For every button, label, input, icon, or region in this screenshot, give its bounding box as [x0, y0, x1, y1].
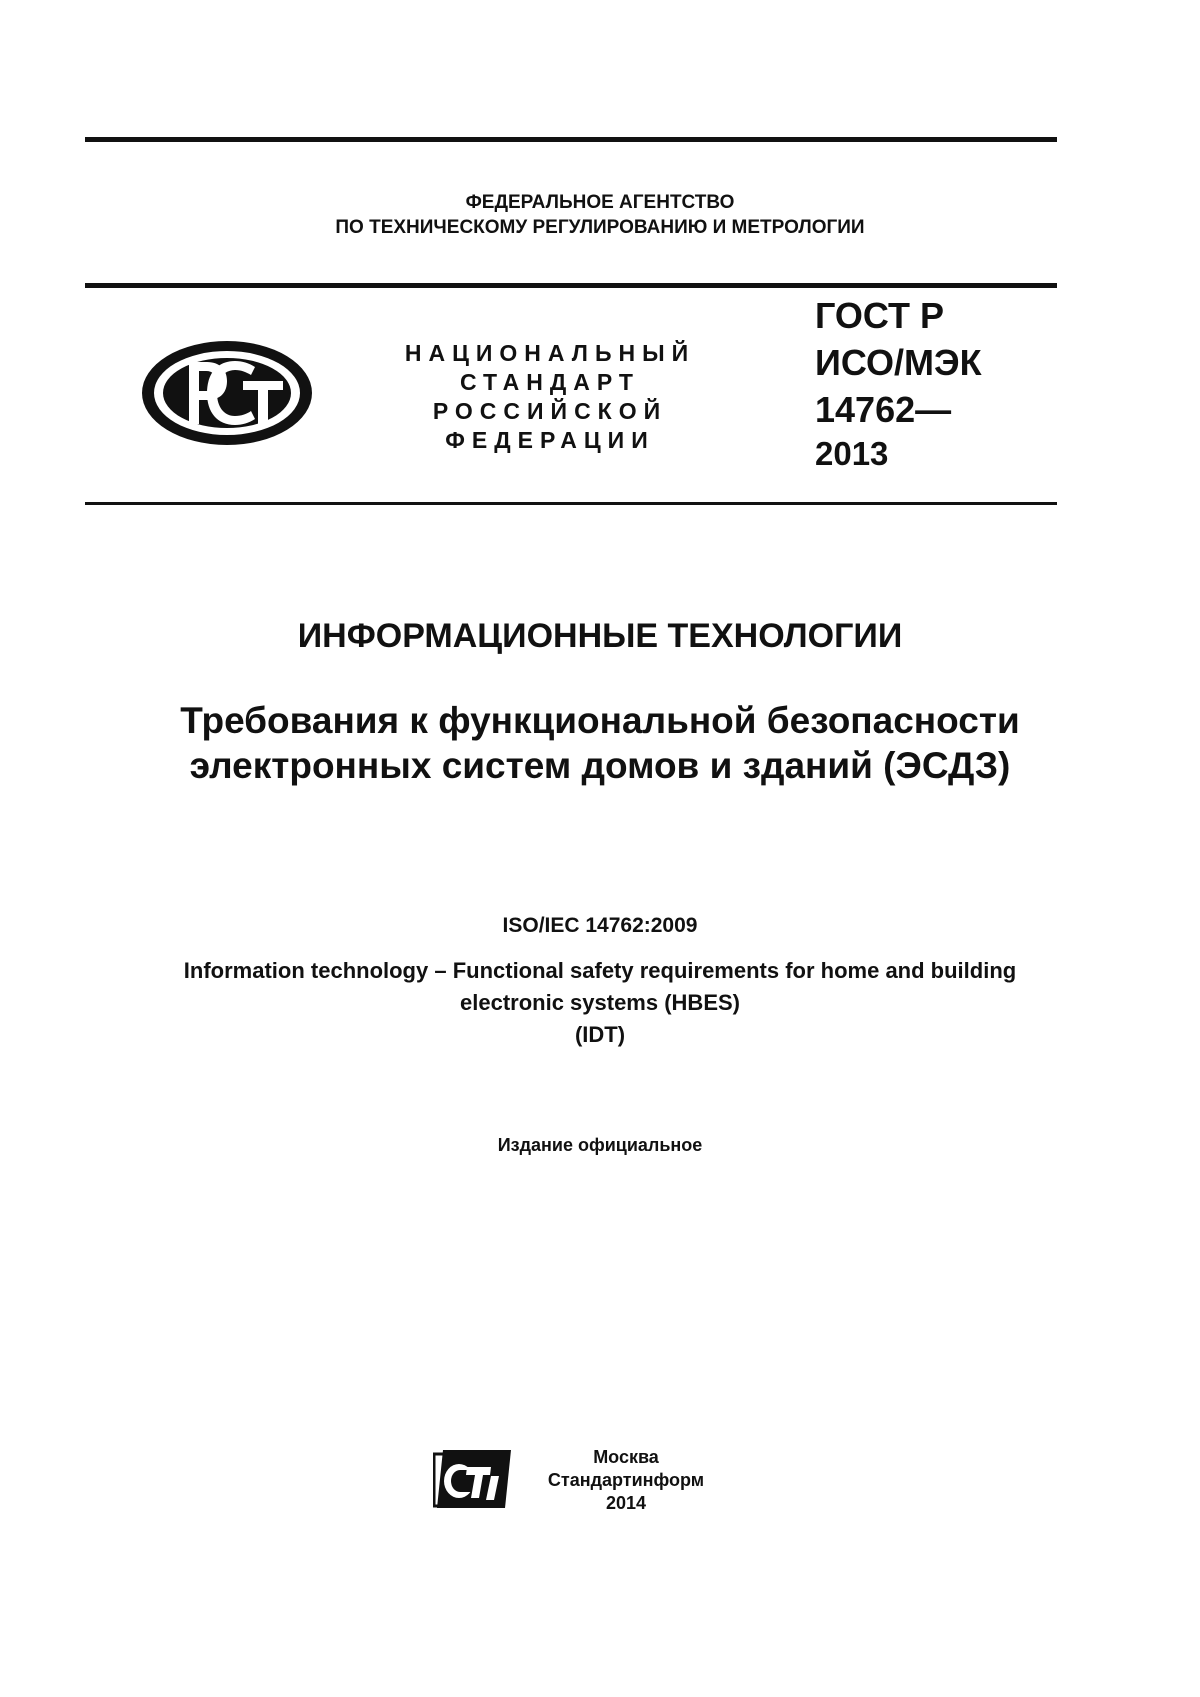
gost-r-logo [137, 336, 317, 450]
english-title-line-1: Information technology – Functional safety requirements for home and building [183, 958, 1017, 983]
agency-line-2: ПО ТЕХНИЧЕСКОМУ РЕГУЛИРОВАНИЮ И МЕТРОЛОГИИ [335, 217, 865, 238]
national-standard-line-3: РОССИЙСКОЙ [432, 398, 668, 424]
edition-label: Издание официальное [497, 1135, 703, 1155]
document-title [0, 698, 1200, 788]
agency-name [0, 190, 1200, 240]
designation-year: 2013 [815, 435, 889, 472]
national-standard-line-1: НАЦИОНАЛЬНЫЙ [404, 340, 696, 366]
designation-line-2: ИСО/МЭК [815, 342, 982, 383]
agency-line-1: ФЕДЕРАЛЬНОЕ АГЕНТСТВО [465, 192, 735, 213]
publication-year: 2014 [605, 1493, 647, 1513]
national-standard-label [380, 339, 720, 455]
title-line-1: Требования к функциональной безопасности [180, 700, 1020, 741]
english-title-line-2: electronic systems (HBES) [460, 990, 740, 1015]
publisher-info [536, 1446, 716, 1515]
title-line-2: электронных систем домов и зданий (ЭСДЗ) [189, 745, 1011, 786]
international-standard-number: ISO/IEC 14762:2009 [502, 914, 698, 937]
publisher-city: Москва [593, 1447, 659, 1467]
publisher-logo [433, 1448, 513, 1510]
publisher-name: Стандартинформ [547, 1470, 705, 1490]
header-rule [85, 283, 1057, 288]
national-standard-line-4: ФЕДЕРАЦИИ [445, 427, 655, 453]
standard-designation [815, 292, 982, 475]
top-rule [85, 137, 1057, 142]
designation-line-1: ГОСТ Р [815, 295, 945, 336]
international-standard-title [0, 955, 1200, 1051]
document-topic: ИНФОРМАЦИОННЫЕ ТЕХНОЛОГИИ [297, 617, 903, 655]
designation-line-3: 14762— [815, 389, 952, 430]
national-standard-line-2: СТАНДАРТ [460, 369, 640, 395]
header-bottom-rule [85, 502, 1057, 505]
equivalence-label: (IDT) [574, 1022, 626, 1047]
